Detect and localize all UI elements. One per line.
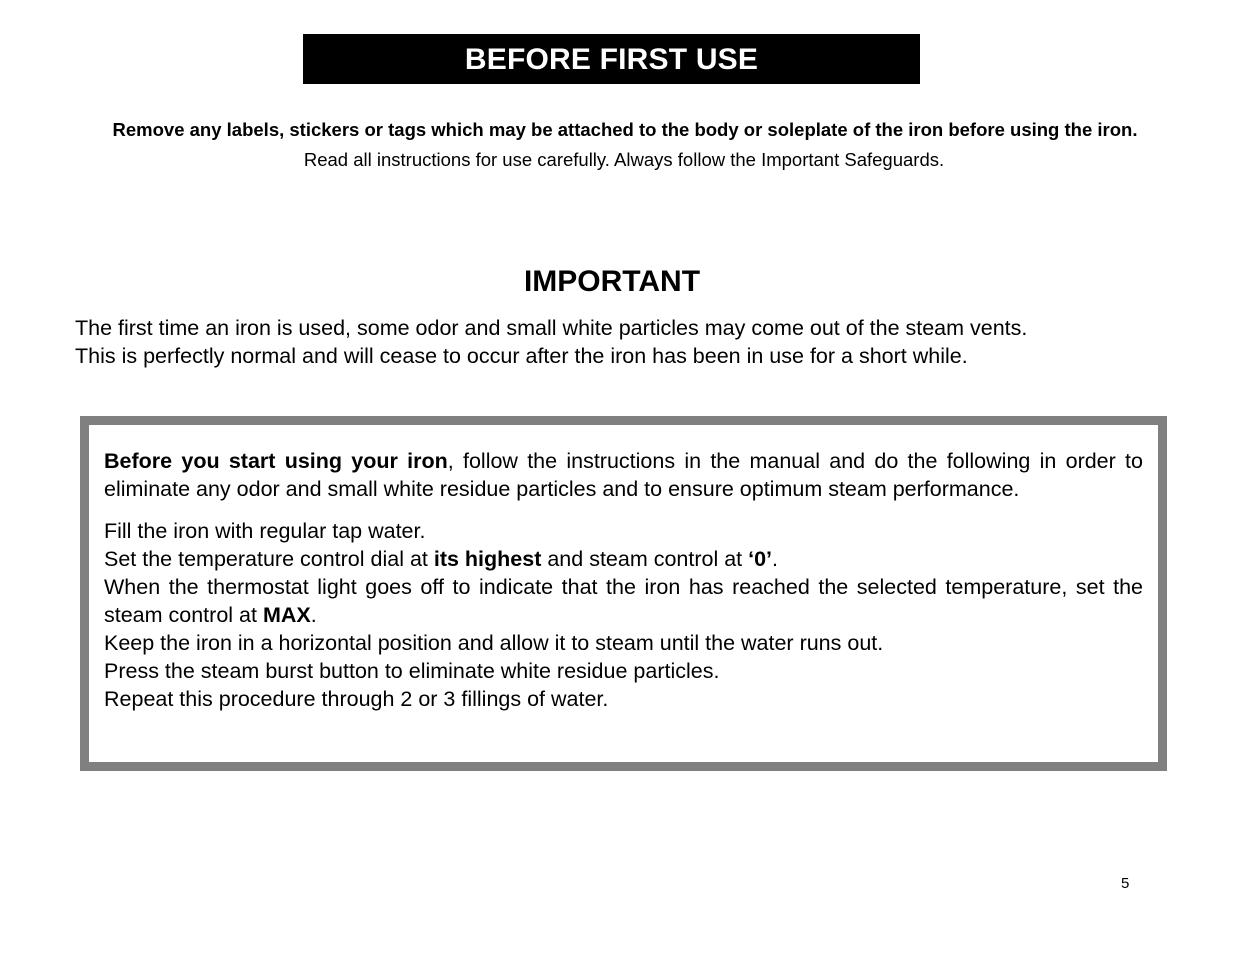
instructions-box-inner bbox=[89, 425, 1158, 762]
intro-text: , follow the instructions in the manual and do the following in order to eliminate any odor and small white residue particles and to ensure optimum steam performance. bbox=[104, 449, 1143, 501]
important-heading: IMPORTANT bbox=[523, 265, 701, 298]
important-line-1: The first time an iron is used, some odor and small white particles may come out of the steam vents. bbox=[75, 316, 1028, 340]
step-thermostat-max: MAX bbox=[262, 603, 311, 627]
instructions-content bbox=[104, 447, 1143, 713]
intro-paragraph bbox=[104, 447, 1143, 503]
step-horizontal: Keep the iron in a horizontal position and allow it to steam until the water runs out. bbox=[104, 631, 884, 655]
page-title: BEFORE FIRST USE bbox=[303, 34, 920, 84]
page-number: 5 bbox=[1121, 875, 1130, 892]
step-repeat: Repeat this procedure through 2 or 3 fillings of water. bbox=[104, 687, 609, 711]
step-set-temperature-zero: ‘0’ bbox=[748, 547, 773, 571]
label-removal-notice: Remove any labels, stickers or tags which may be attached to the body or soleplate of the iron before using the iron. bbox=[112, 119, 1138, 140]
important-line-2: This is perfectly normal and will cease to occur after the iron has been in use for a short while. bbox=[75, 344, 968, 368]
step-fill: Fill the iron with regular tap water. bbox=[104, 519, 426, 543]
step-thermostat: When the thermostat light goes off to indicate that the iron has reached the selected temperature, set the steam control at MAX. bbox=[104, 575, 1143, 627]
step-set-temperature-highest: its highest bbox=[433, 547, 542, 571]
instructions-box bbox=[80, 416, 1167, 771]
step-steam-burst: Press the steam burst button to eliminate white residue particles. bbox=[104, 659, 720, 683]
important-text bbox=[75, 314, 1175, 370]
read-instructions-notice: Read all instructions for use carefully. Always follow the Important Safeguards. bbox=[303, 149, 945, 170]
intro-bold: Before you start using your iron bbox=[104, 449, 448, 473]
step-set-temperature: Set the temperature control dial at its highest and steam control at ‘0’. bbox=[104, 547, 779, 571]
